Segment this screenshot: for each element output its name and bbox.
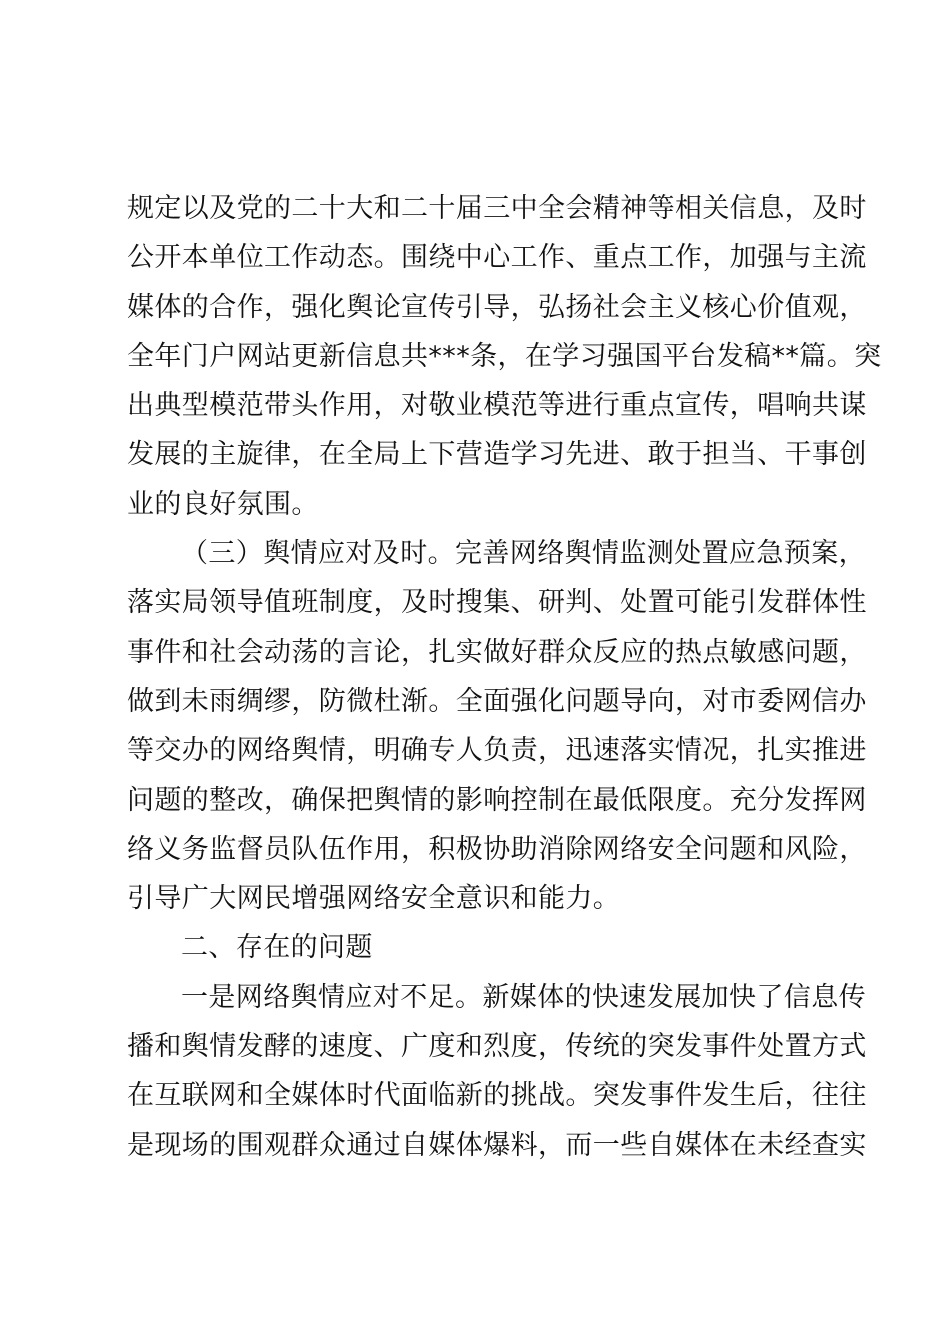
section-heading: 二、存在的问题 [181,932,373,964]
text-line: 播和舆情发酵的速度、广度和烈度，传统的突发事件处置方式 [127,1031,867,1063]
text-line: 事件和社会动荡的言论，扎实做好群众反应的热点敏感问题， [127,636,867,668]
text-line: 等交办的网络舆情，明确专人负责，迅速落实情况，扎实推进 [127,735,867,767]
text-line: 在互联网和全媒体时代面临新的挑战。突发事件发生后，往往 [127,1080,867,1112]
text-line: 全年门户网站更新信息共***条，在学习强国平台发稿**篇。突 [127,340,882,372]
text-line: 规定以及党的二十大和二十届三中全会精神等相关信息，及时 [127,193,867,224]
text-line: 发展的主旋律，在全局上下营造学习先进、敢于担当、干事创 [127,439,867,471]
text-line: 媒体的合作，强化舆论宣传引导，弘扬社会主义核心价值观， [127,291,867,323]
document-body [127,184,882,1170]
text-line: 络义务监督员队伍作用，积极协助消除网络安全问题和风险， [127,833,867,865]
text-line: 出典型模范带头作用，对敬业模范等进行重点宣传，唱响共谋 [127,390,867,422]
text-line: 是现场的围观群众通过自媒体爆料，而一些自媒体在未经查实 [127,1129,867,1161]
text-line: 公开本单位工作动态。围绕中心工作、重点工作，加强与主流 [127,242,867,274]
text-line: 业的良好氛围。 [127,488,319,520]
text-line: 落实局领导值班制度，及时搜集、研判、处置可能引发群体性 [127,587,867,619]
text-line: 引导广大网民增强网络安全意识和能力。 [127,883,621,915]
text-line: 问题的整改，确保把舆情的影响控制在最低限度。充分发挥网 [127,784,867,816]
section-heading-line: （三）舆情应对及时。完善网络舆情监测处置应急预案， [181,538,866,570]
paragraph-start-line: 一是网络舆情应对不足。新媒体的快速发展加快了信息传 [181,981,866,1013]
text-line: 做到未雨绸缪，防微杜渐。全面强化问题导向，对市委网信办 [127,685,867,717]
